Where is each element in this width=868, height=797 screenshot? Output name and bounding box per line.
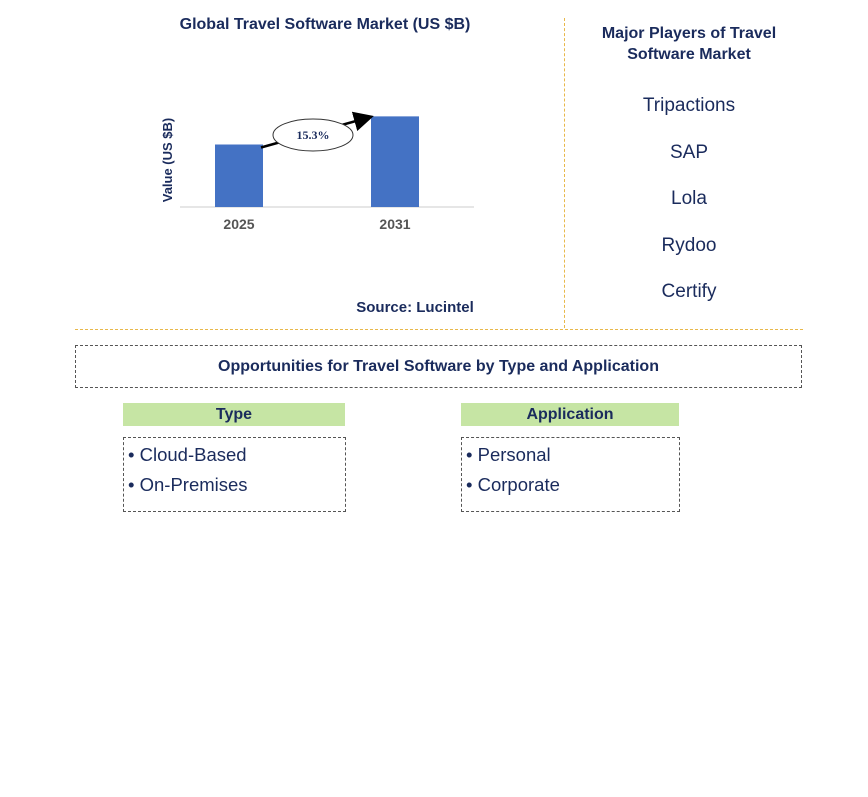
source-label: Source: Lucintel — [356, 299, 474, 316]
players-list — [585, 92, 793, 325]
type-list-box — [123, 437, 346, 512]
player-item: SAP — [669, 141, 709, 163]
application-list-box — [461, 437, 680, 512]
type-item: • On-Premises — [128, 474, 248, 495]
cagr-label: 15.3% — [296, 128, 330, 142]
player-item: Rydoo — [661, 234, 717, 256]
application-item: • Personal — [466, 444, 551, 465]
type-heading: Type — [123, 403, 345, 426]
type-item: • Cloud-Based — [128, 444, 247, 465]
x-tick-2031: 2031 — [379, 216, 411, 232]
horizontal-divider — [75, 329, 803, 330]
vertical-divider — [564, 18, 565, 328]
player-item: Tripactions — [642, 95, 736, 116]
player-item: Certify — [661, 281, 717, 302]
chart-title: Global Travel Software Market (US $B) — [179, 16, 471, 33]
y-axis-label: Value (US $B) — [160, 117, 175, 203]
x-tick-2025: 2025 — [223, 216, 255, 232]
application-heading: Application — [461, 403, 679, 426]
opportunities-title: Opportunities for Travel Software by Type and Application — [75, 345, 802, 388]
players-title: Major Players of Travel Software Market — [601, 25, 777, 63]
bar-chart — [150, 105, 490, 245]
application-item: • Corporate — [466, 474, 560, 495]
bar-2031 — [371, 116, 419, 207]
player-item: Lola — [671, 188, 707, 209]
bar-2025 — [215, 145, 263, 208]
